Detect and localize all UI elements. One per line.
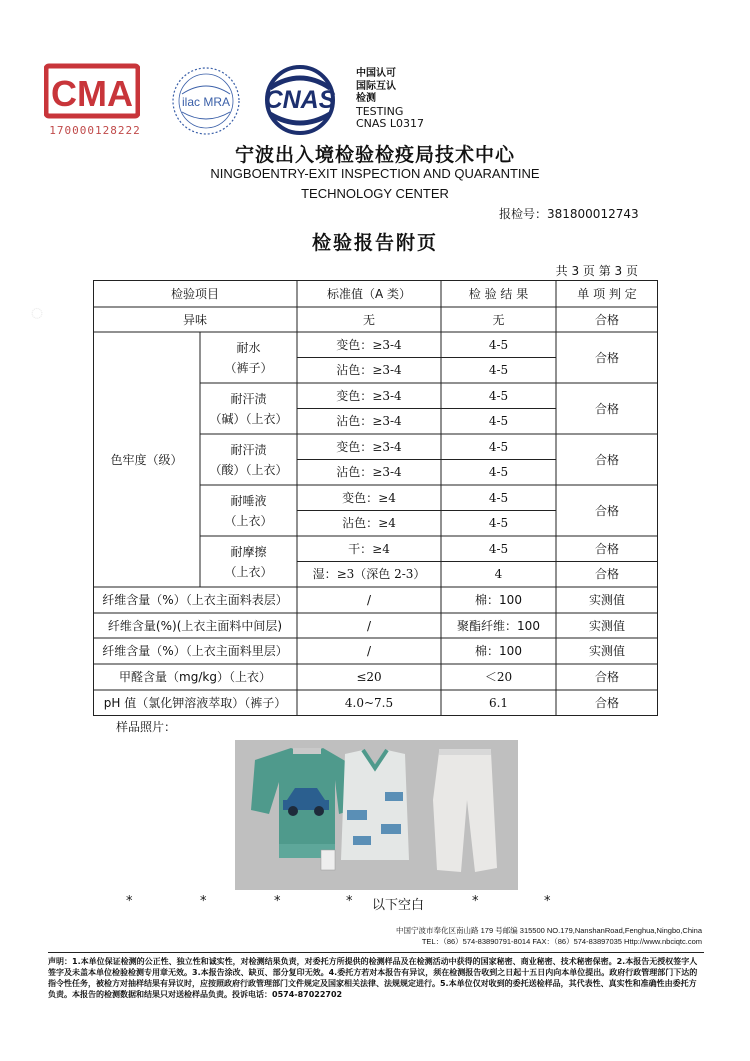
group-sweat-acid-name [200, 434, 297, 485]
fiber-outer-item: 纤维含量（%）（上衣主面料表层） [102, 593, 288, 607]
cnas-line-5: CNAS L0317 [356, 117, 425, 130]
cma-number: 170000128222 [49, 124, 141, 137]
group-saliva-std-1: 变色：≥4 [342, 490, 396, 505]
group-saliva-res-2: 4-5 [488, 516, 509, 531]
group-sweat-acid-res-2: 4-5 [488, 465, 509, 480]
group-sweat-acid-std-1: 变色：≥3-4 [336, 439, 402, 454]
asterisk-mark: * [472, 894, 479, 909]
formaldehyde-result: ＜20 [484, 670, 513, 684]
fiber-inner-verdict: 实测值 [588, 644, 625, 658]
odor-result: 无 [492, 312, 505, 327]
org-name-cn: 宁波出入境检验检疫局技术中心 [234, 144, 515, 166]
group-water-res-1: 4-5 [488, 337, 509, 352]
group-sweat-alkali-verdict: 合格 [594, 401, 619, 416]
ph-verdict: 合格 [594, 696, 619, 710]
group-water-res-2: 4-5 [488, 363, 509, 378]
group-sweat-acid-res-1: 4-5 [488, 439, 509, 454]
ilac-mra-logo [168, 64, 244, 138]
group-sweat-alkali-res-2: 4-5 [488, 414, 509, 429]
group-rubbing-std-2: 湿：≥3（深色 2-3） [312, 567, 426, 582]
header-verdict: 单 项 判 定 [577, 286, 637, 301]
odor-standard: 无 [362, 312, 375, 327]
cnas-line-3: 检测 [356, 93, 376, 104]
group-rubbing-std-1: 干：≥4 [348, 541, 390, 556]
org-name-en-line2: TECHNOLOGY CENTER [301, 186, 449, 201]
cnas-accreditation-text [356, 68, 424, 131]
group-saliva-verdict: 合格 [594, 503, 619, 518]
report-number: 报检号：381800012743 [499, 207, 639, 221]
asterisk-mark: * [346, 894, 353, 909]
footer-notice: 声明：1.本单位保证检测的公正性、独立性和诚实性，对检测结果负责，对委托方所提供的检测样品及在检测活动中获得的国家秘密、商业秘密、技术秘密保密。2.本报告无授权签字人签字及未盖本单位检验检测专用章无效。3.本报告涂改、缺页、部分复印无效。4.委托方若对本报告有异议，须在检测报告收到之日起十五日内向本单位提出。政府行政管理部门下达的指令性任务，被检方对抽样结果有异议时，应按照政府行政管理部门文件规定及国家相关法律、法规规定进行。5.本单位仅对收到的委托送检样品，其代表性、真实性和准确性由委托方负责。本报告的检测数据和结果只对送检样品负责。投诉电话：0574-87022702 [48, 957, 698, 999]
org-name-en-line1: NINGBOENTRY-EXIT INSPECTION AND QUARANTINE [210, 166, 540, 181]
header-standard: 标准值（A 类） [326, 286, 412, 301]
fiber-inner-result: 棉：100 [475, 644, 522, 658]
header-item: 检验项目 [170, 286, 219, 301]
group-rubbing-name-line1: 耐摩擦 [230, 544, 267, 559]
fiber-middle-result: 聚酯纤维：100 [457, 618, 540, 633]
group-sweat-alkali-std-2: 沾色：≥3-4 [336, 414, 402, 429]
group-sweat-acid-verdict: 合格 [594, 452, 619, 467]
asterisk-mark: * [274, 894, 281, 909]
group-sweat-alkali-name-line2: （碱）（上衣） [209, 411, 288, 426]
footer-contact: TEL：（86）574-83890791-8014 FAX：（86）574-83897035 Http://www.nbciqtc.com [421, 937, 702, 946]
cnas-logo [250, 64, 350, 136]
page-title: 检验报告附页 [311, 232, 438, 254]
ph-item: pH 值（氯化钾溶液萃取）（裤子） [103, 696, 287, 710]
group-water-std-2: 沾色：≥3-4 [336, 363, 402, 378]
blank-marker: 以下空白 [372, 898, 425, 913]
group-sweat-alkali-name [200, 383, 297, 434]
fiber-outer-standard: / [366, 593, 372, 607]
group-rubbing-name-line2: （上衣） [224, 564, 273, 579]
group-saliva-std-2: 沾色：≥4 [342, 516, 396, 531]
group-sweat-acid-name-line1: 耐汗渍 [230, 442, 267, 457]
formaldehyde-standard: ≤20 [356, 670, 382, 684]
footer-address: 中国宁波市奉化区南山路 179 号邮编 315500 NO.179,NanshanRoad,Fenghua,Ningbo,China [396, 926, 702, 935]
group-water-verdict: 合格 [594, 350, 619, 365]
asterisk-mark: * [200, 894, 207, 909]
fiber-outer-result: 棉：100 [475, 593, 522, 607]
group-rubbing-name [200, 536, 297, 587]
cnas-line-1: 中国认可 [356, 68, 396, 79]
fiber-middle-standard: / [366, 618, 372, 633]
photo-label: 样品照片： [116, 720, 177, 734]
group-water-name-line2: （裤子） [224, 360, 273, 375]
formaldehyde-verdict: 合格 [594, 670, 619, 684]
cnas-line-2: 国际互认 [356, 80, 396, 92]
group-water-name [200, 332, 297, 383]
group-sweat-alkali-name-line1: 耐汗渍 [230, 391, 267, 406]
inspection-table [93, 280, 658, 716]
group-rubbing-res-1: 4-5 [488, 541, 509, 556]
group-sweat-alkali-res-1: 4-5 [488, 388, 509, 403]
odor-item: 异味 [182, 312, 207, 327]
group-saliva-name [200, 485, 297, 536]
footer-divider [48, 952, 704, 953]
fiber-inner-item: 纤维含量（%）（上衣主面料里层） [102, 644, 288, 658]
fiber-outer-verdict: 实测值 [588, 593, 625, 607]
cma-logo-text: CMA [51, 73, 133, 114]
group-water-std-1: 变色：≥3-4 [336, 337, 402, 352]
asterisk-mark: * [126, 894, 133, 909]
page-info: 共 3 页 第 3 页 [555, 264, 638, 278]
ph-standard: 4.0~7.5 [344, 696, 394, 710]
fiber-middle-verdict: 实测值 [588, 618, 625, 633]
group-water-name-line1: 耐水 [236, 340, 261, 355]
cma-logo [44, 62, 140, 122]
odor-verdict: 合格 [594, 312, 619, 327]
watermark: ◌ [22, 300, 51, 326]
group-sweat-acid-std-2: 沾色：≥3-4 [336, 465, 402, 480]
group-sweat-acid-name-line2: （酸）（上衣） [209, 462, 288, 477]
group-rubbing-verdict-2: 合格 [594, 567, 619, 582]
group-sweat-alkali-std-1: 变色：≥3-4 [336, 388, 402, 403]
cnas-logo-text: CNAS [264, 86, 336, 114]
group-rubbing-verdict-1: 合格 [594, 541, 619, 556]
cnas-line-4: TESTING [356, 104, 404, 118]
group-rubbing-res-2: 4 [494, 567, 503, 582]
ilac-logo-text: ilac MRA [181, 95, 231, 109]
group-saliva-name-line1: 耐唾液 [230, 493, 267, 508]
fiber-inner-standard: / [366, 644, 372, 658]
sample-photo [235, 740, 518, 890]
group-saliva-name-line2: （上衣） [224, 513, 273, 528]
fiber-middle-item: 纤维含量(%)(上衣主面料中间层) [107, 618, 283, 633]
group-saliva-res-1: 4-5 [488, 490, 509, 505]
asterisk-mark: * [544, 894, 551, 909]
header-result: 检 验 结 果 [468, 286, 529, 301]
formaldehyde-item: 甲醛含量（mg/kg）（上衣） [119, 670, 271, 684]
ph-result: 6.1 [488, 696, 509, 710]
colorfastness-label: 色牢度（级） [110, 452, 183, 467]
